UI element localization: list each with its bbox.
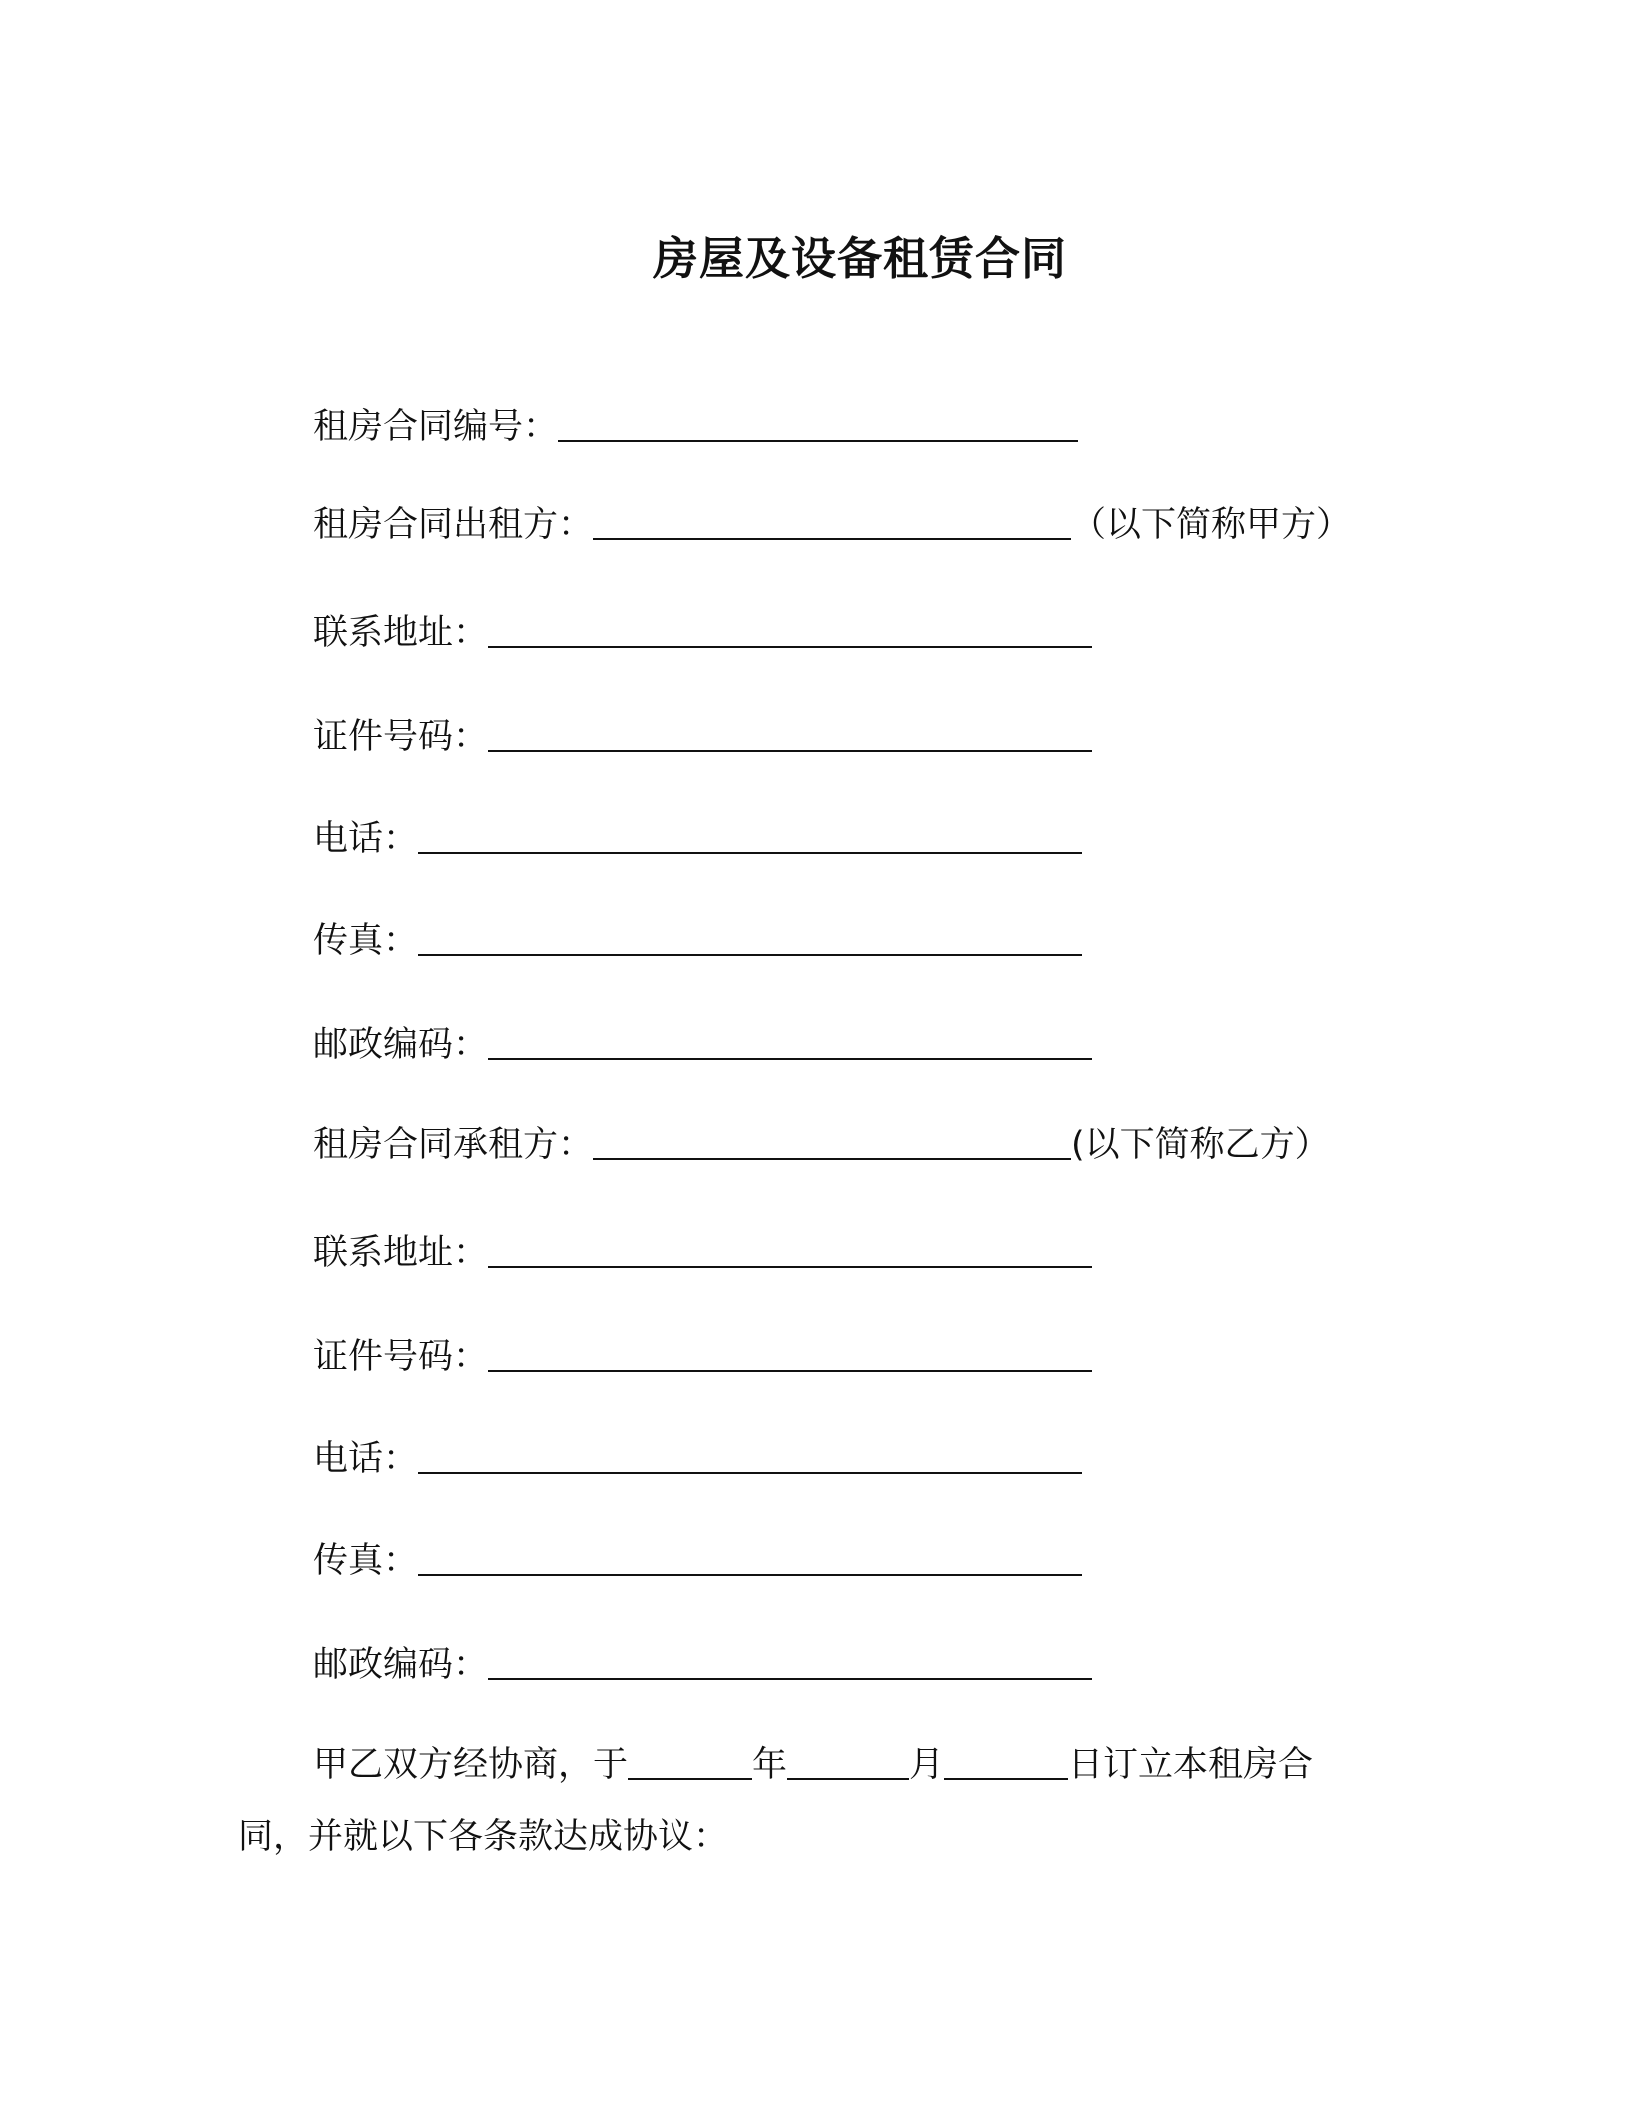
field-label: 邮政编码： bbox=[313, 1645, 489, 1685]
field-address-b bbox=[313, 1228, 1092, 1278]
field-lessee bbox=[313, 1120, 1330, 1170]
field-label: 租房合同承租方： bbox=[313, 1125, 594, 1165]
field-label: 传真： bbox=[313, 1541, 419, 1581]
fill-blank[interactable] bbox=[418, 1472, 1082, 1474]
field-label: 电话： bbox=[313, 819, 419, 859]
fill-blank[interactable] bbox=[488, 1678, 1092, 1680]
field-suffix: (以下简称乙方） bbox=[1071, 1125, 1330, 1165]
field-id-number-b bbox=[313, 1332, 1092, 1382]
field-label: 证件号码： bbox=[313, 1337, 489, 1377]
fill-blank[interactable] bbox=[418, 1574, 1082, 1576]
year-label: 年 bbox=[752, 1745, 788, 1785]
field-label: 租房合同编号： bbox=[313, 407, 559, 447]
field-fax-a bbox=[313, 916, 1082, 966]
fill-blank[interactable] bbox=[593, 538, 1071, 540]
agreement-text: 同，并就以下各条款达成协议： bbox=[238, 1817, 729, 1857]
fill-blank[interactable] bbox=[418, 852, 1082, 854]
field-label: 联系地址： bbox=[313, 613, 489, 653]
field-label: 传真： bbox=[313, 921, 419, 961]
field-phone-a bbox=[313, 814, 1082, 864]
month-label: 月 bbox=[909, 1745, 945, 1785]
year-blank[interactable] bbox=[628, 1778, 752, 1780]
field-label: 邮政编码： bbox=[313, 1025, 489, 1065]
fill-blank[interactable] bbox=[488, 1370, 1092, 1372]
day-blank[interactable] bbox=[944, 1778, 1068, 1780]
agreement-line-2 bbox=[238, 1812, 728, 1862]
fill-blank[interactable] bbox=[488, 1266, 1092, 1268]
agreement-text: 甲乙双方经协商，于 bbox=[313, 1745, 629, 1785]
field-label: 租房合同出租方： bbox=[313, 505, 594, 545]
field-contract-number bbox=[313, 402, 1078, 452]
agreement-text: 日订立本租房合 bbox=[1068, 1745, 1314, 1785]
field-label: 联系地址： bbox=[313, 1233, 489, 1273]
field-postcode-b bbox=[313, 1640, 1092, 1690]
field-label: 证件号码： bbox=[313, 717, 489, 757]
field-fax-b bbox=[313, 1536, 1082, 1586]
field-id-number-a bbox=[313, 712, 1092, 762]
field-suffix: （以下简称甲方） bbox=[1071, 505, 1352, 545]
month-blank[interactable] bbox=[787, 1778, 909, 1780]
field-lessor bbox=[313, 500, 1351, 550]
agreement-line-1 bbox=[313, 1740, 1313, 1790]
field-address-a bbox=[313, 608, 1092, 658]
fill-blank[interactable] bbox=[558, 440, 1078, 442]
fill-blank[interactable] bbox=[488, 750, 1092, 752]
field-label: 电话： bbox=[313, 1439, 419, 1479]
document-title: 房屋及设备租赁合同 bbox=[652, 232, 1067, 285]
field-postcode-a bbox=[313, 1020, 1092, 1070]
field-phone-b bbox=[313, 1434, 1082, 1484]
fill-blank[interactable] bbox=[418, 954, 1082, 956]
fill-blank[interactable] bbox=[593, 1158, 1071, 1160]
fill-blank[interactable] bbox=[488, 1058, 1092, 1060]
fill-blank[interactable] bbox=[488, 646, 1092, 648]
